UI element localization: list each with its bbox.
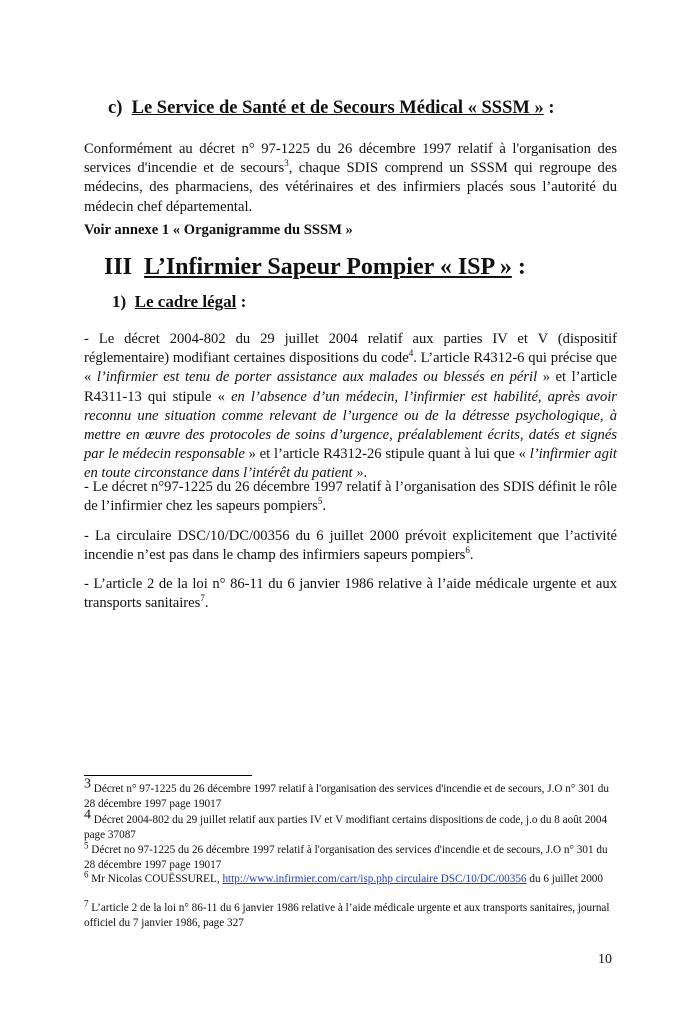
footnote-ref-5[interactable]: 5: [317, 496, 323, 507]
footnote-3: $^3$ Décret n° 97-1225 du 26 décembre 1997 relatif à l'organisation des services d'incendie et de secours, J.O n° 301 du 28 décembre 1997 page 19017: [84, 776, 609, 810]
section-c-label: c): [108, 98, 123, 118]
legal-item-decret-1997: - Le décret n°97-1225 du 26 décembre 1997 relatif à l’organisation des SDIS définit le rôle de l’infirmier chez les sapeurs pompiers$^5$.: [84, 479, 617, 515]
footnote-separator: [84, 775, 252, 776]
section-c-title: Le Service de Santé et de Secours Médical « SSSM »: [131, 98, 544, 118]
legal-item-circulaire: - La circulaire DSC/10/DC/00356 du 6 juillet 2000 prévoit explicitement que l’activité incendie n’est pas dans le champ des infirmiers sapeurs pompiers$^6$.: [84, 528, 617, 564]
footnote-ref-6[interactable]: 6: [465, 545, 470, 556]
subsection-1-heading: 1) Le cadre légal :: [112, 292, 247, 311]
footnote-ref-4[interactable]: 4: [408, 348, 414, 359]
subsection-1-title: Le cadre légal: [134, 292, 237, 311]
legal-item-decret-2004: - Le décret 2004-802 du 29 juillet 2004 relatif aux parties IV et V (dispositif réglementaire) modifiant certaines dispositions du code$^4$. L’article R4312-6 qui précise que « l’infirmier est tenu de porter assistance aux malades ou blessés en péril » et l’article R4311-13 qui stipule « en l’absence d’un médecin, l’infirmier est habilité, après avoir reconnu une situation comme relevant de l’urgence ou de la détresse psychologique, à mettre en œuvre des protocoles de soins d’urgence, préalablement écrits, datés et signés par le médecin responsable » et l’article R4312-26 stipule quant à lui que « l’infirmier agit en toute circonstance dans l’intérêt du patient ».: [84, 331, 617, 482]
section-c-heading: c) Le Service de Santé et de Secours Médical « SSSM » :: [108, 98, 555, 118]
section-iii-number: III: [104, 254, 133, 280]
section-iii-heading: III L’Infirmier Sapeur Pompier « ISP » :: [104, 254, 526, 280]
footnote-ref-3[interactable]: 3: [284, 158, 289, 169]
infirmier-link[interactable]: http://www.infirmier.com/carr/isp.php circulaire DSC/10/DC/00356: [222, 873, 527, 885]
subsection-1-number: 1): [112, 292, 127, 311]
section-c-paragraph: Conformément au décret n° 97-1225 du 26 décembre 1997 relatif à l'organisation des services d'incendie et de secours$^3$, chaque SDIS comprend un SSSM qui regroupe des médecins, des pharmaciens, des vétérinaires et des infirmiers placés sous l’autorité du médecin chef départemental.: [84, 141, 618, 215]
page-number: 10: [598, 952, 612, 967]
footnote-6: $^6$ Mr Nicolas COUËSSUREL, http://www.infirmier.com/carr/isp.php circulaire DSC/10/DC/00356 du 6 juillet 2000: [84, 869, 603, 885]
annex-note: Voir annexe 1 « Organigramme du SSSM »: [84, 222, 353, 238]
footnote-5: $^5$ Décret no 97-1225 du 26 décembre 1997 relatif à l'organisation des services d'incendie et de secours, J.O n° 301 du 28 décembre 1997 page 19017: [84, 840, 608, 871]
footnote-ref-7[interactable]: 7: [200, 593, 205, 604]
footnote-7: $^7$ L’article 2 de la loi n° 86-11 du 6 janvier 1986 relative à l’aide médicale urgente et aux transports sanitaires, journal officiel du 7 janvier 1986, page 327: [84, 898, 610, 929]
legal-item-loi-1986: - L’article 2 de la loi n° 86-11 du 6 janvier 1986 relative à l’aide médicale urgente et aux transports sanitaires$^7$.: [84, 576, 617, 612]
section-iii-title: L’Infirmier Sapeur Pompier « ISP »: [144, 254, 512, 280]
footnote-4: $^4$ Décret 2004-802 du 29 juillet relatif aux parties IV et V modifiant certains dispositions de code, j.o du 8 août 2004 page 37087: [84, 807, 608, 841]
